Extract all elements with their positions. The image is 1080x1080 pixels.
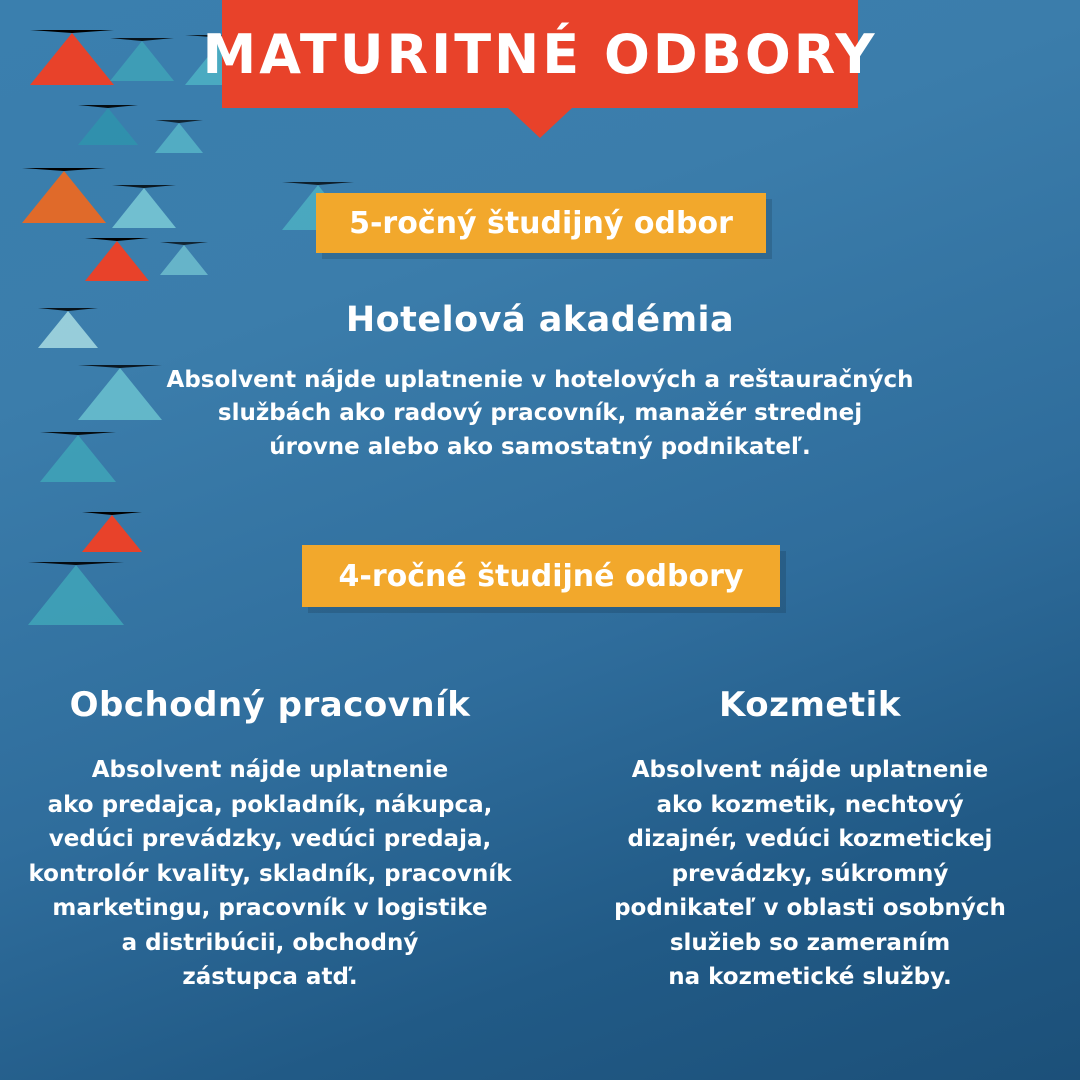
decorative-triangle-icon — [28, 562, 124, 625]
program-description-line: Absolvent nájde uplatnenie — [631, 757, 989, 783]
section-chip-5-year — [316, 193, 766, 253]
decorative-triangle-icon — [112, 185, 176, 228]
decorative-triangle-icon — [22, 168, 106, 223]
program-description-line: službách ako radový pracovník, manažér strednej — [217, 400, 863, 427]
program-columns — [0, 685, 1080, 995]
program-description — [560, 753, 1060, 995]
decorative-triangle-icon — [82, 512, 142, 552]
program-description — [100, 364, 980, 464]
decorative-triangle-icon — [38, 308, 98, 348]
decorative-triangle-icon — [78, 105, 138, 145]
program-description-line: marketingu, pracovník v logistike — [52, 895, 488, 921]
section-chip-label: 4-ročné študijné odbory — [338, 558, 744, 594]
program-description-line: Absolvent nájde uplatnenie — [91, 757, 449, 783]
decorative-triangle-icon — [110, 38, 174, 81]
section-chip-label: 5-ročný študijný odbor — [349, 205, 733, 241]
program-description-line: úrovne alebo ako samostatný podnikateľ. — [269, 433, 811, 460]
program-description-line: a distribúcii, obchodný — [121, 929, 419, 956]
program-title: Kozmetik — [719, 685, 901, 725]
decorative-triangle-icon — [160, 242, 208, 275]
program-description-line: ako predajca, pokladník, nákupca, — [47, 791, 493, 818]
program-description-line: podnikateľ v oblasti osobných — [614, 895, 1006, 921]
decorative-triangle-icon — [85, 238, 149, 281]
program-hotelova-akademia — [100, 300, 980, 464]
program-description-line: Absolvent nájde uplatnenie v hotelových a reštauračných — [166, 367, 914, 393]
program-title: Obchodný pracovník — [69, 685, 471, 725]
decorative-triangle-icon — [155, 120, 203, 153]
program-description-line: služieb so zameraním — [669, 929, 951, 956]
program-description-line: zástupca atď. — [182, 964, 358, 990]
program-description-line: kontrolór kvality, skladník, pracovník — [28, 860, 512, 887]
program-description — [20, 753, 520, 995]
program-title: Hotelová akadémia — [345, 300, 735, 340]
program-obchodny-pracovnik — [0, 685, 540, 995]
program-description-line: vedúci prevádzky, vedúci predaja, — [48, 826, 492, 852]
program-description-line: na kozmetické služby. — [668, 964, 952, 990]
program-description-line: ako kozmetik, nechtový — [656, 791, 964, 818]
decorative-triangle-icon — [30, 30, 114, 85]
header-banner — [202, 0, 878, 108]
program-description-line: prevádzky, súkromný — [671, 860, 949, 887]
section-chip-4-year — [302, 545, 780, 607]
program-description-line: dizajnér, vedúci kozmetickej — [627, 826, 993, 852]
banner-notch-icon — [508, 108, 572, 138]
program-kozmetik — [540, 685, 1080, 995]
page-title: MATURITNÉ ODBORY — [202, 22, 878, 86]
